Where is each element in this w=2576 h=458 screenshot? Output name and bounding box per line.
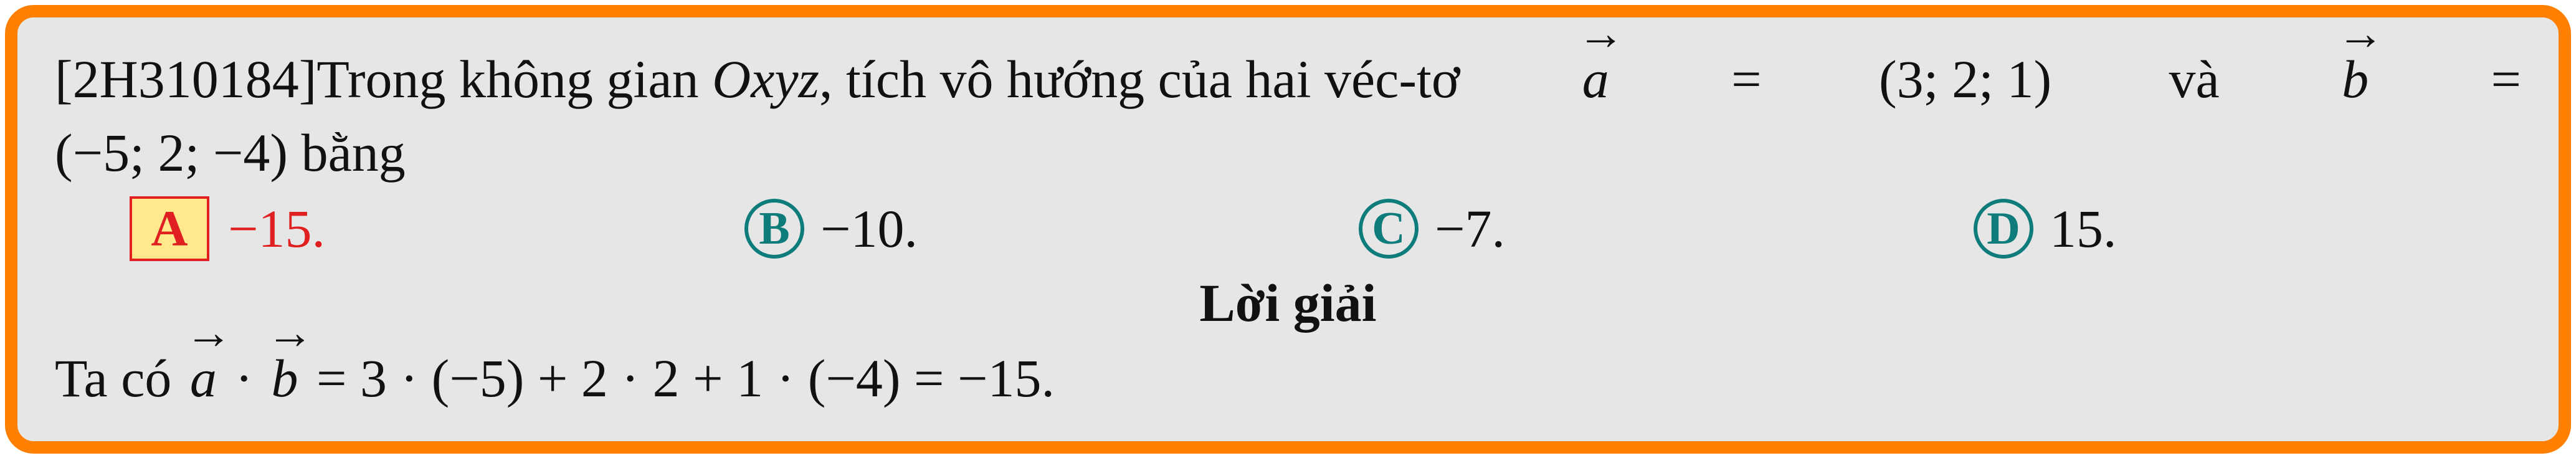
answer-d-text: 15. [2050,199,2117,259]
solution-prefix: Ta có [55,348,185,408]
question-tail: bằng [288,123,406,183]
answer-b-text: −10. [820,199,918,259]
solution-expression: = 3 · (−5) + 2 · 2 + 1 · (−4) = −15. [303,348,1055,408]
question-line-1 [55,7,2521,116]
equals-2: = [2491,49,2521,109]
answer-c[interactable] [1359,189,1505,268]
arrow-icon: → [1577,7,1625,60]
arrow-icon: → [184,307,232,359]
question-card [5,5,2571,454]
vector-b [2337,7,2385,116]
solution-line [55,307,2521,415]
conjunction: và [2169,49,2220,109]
solution-vector-b-label: b [271,348,298,408]
answer-a-text: −15. [228,199,326,259]
dot-operator: · [221,348,267,408]
answer-a-badge: A [130,196,209,261]
solution-vector-a [184,307,232,415]
solution-vector-b [266,307,314,415]
answer-b-badge: B [744,199,804,259]
vector-b-label: b [2342,49,2369,109]
answer-c-badge: C [1359,199,1419,259]
solution-vector-a-label: a [189,348,217,408]
answer-d[interactable] [1974,189,2117,268]
answer-b[interactable] [744,189,918,268]
arrow-icon: → [266,307,314,359]
question-text: Trong không gian [316,49,713,109]
question-lead [55,42,1460,116]
arrow-icon: → [2337,7,2385,60]
question-content [55,7,2521,415]
equals-1: = [1731,49,1762,109]
question-id: [2H310184] [55,49,317,109]
vector-a-label: a [1582,49,1609,109]
solution-heading: Lời giải [1199,273,1377,333]
question-line-2 [55,116,2521,189]
oxyz-symbol: Oxyz [712,49,820,109]
answer-c-text: −7. [1435,199,1506,259]
vector-b-value: (−5; 2; −4) [55,123,288,183]
answer-a[interactable] [130,189,325,268]
question-text-2: , tích vô hướng của hai véc-tơ [819,49,1460,109]
answer-d-badge: D [1974,199,2033,259]
answer-options [55,189,2521,268]
vector-a-value: (3; 2; 1) [1879,49,2052,109]
vector-a [1577,7,1625,116]
